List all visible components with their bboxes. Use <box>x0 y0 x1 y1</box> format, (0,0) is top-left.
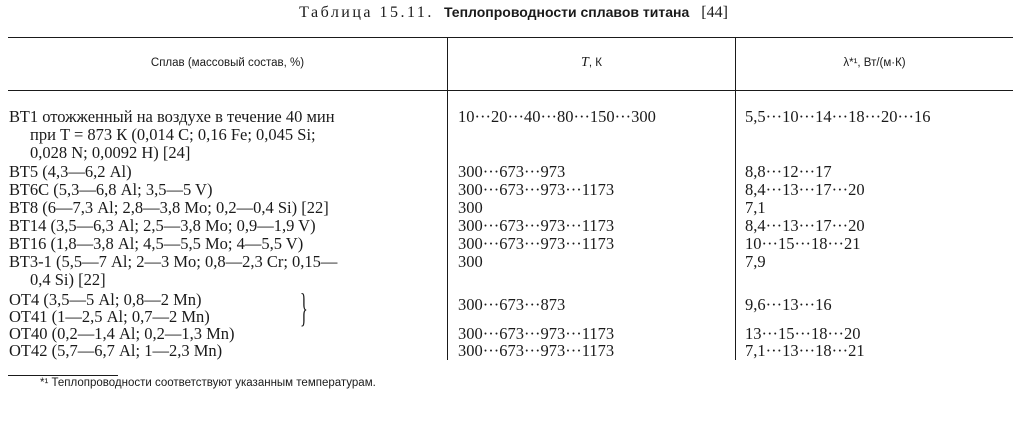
temperature-cell: 10···20···40···80···150···300 <box>458 107 656 126</box>
conductivity-cell: 13···15···18···20 <box>745 324 861 343</box>
footnote: *¹ Теплопроводности соответствуют указанным температурам. <box>40 377 376 389</box>
temperature-cell: 300···673···973···1173 <box>458 216 615 235</box>
header-temperature-var: T <box>581 55 589 70</box>
alloy-cell: при T = 873 К (0,014 С; 0,16 Fe; 0,045 Si; <box>30 125 316 144</box>
temperature-cell: 300···673···973···1173 <box>458 234 615 253</box>
header-rule <box>8 90 1013 91</box>
table-caption <box>0 4 1027 22</box>
caption-title: Теплопроводности сплавов титана <box>443 4 690 20</box>
temperature-cell: 300···673···973···1173 <box>458 324 615 343</box>
temperature-cell: 300···673···973 <box>458 162 566 181</box>
top-rule <box>8 37 1013 38</box>
alloy-cell: ОТ42 (5,7—6,7 Al; 1—2,3 Mn) <box>9 341 223 360</box>
alloy-cell: ОТ41 (1—2,5 Al; 0,7—2 Mn) <box>9 307 210 326</box>
conductivity-cell: 7,1 <box>745 198 766 217</box>
alloy-cell: ВТ5 (4,3—6,2 Al) <box>9 162 132 181</box>
caption-ref: [44] <box>701 4 728 21</box>
column-divider-1 <box>447 38 448 360</box>
column-divider-2 <box>735 38 736 360</box>
alloy-cell: ОТ4 (3,5—5 Al; 0,8—2 Mn) <box>9 290 202 309</box>
header-temperature-unit: , К <box>588 57 602 69</box>
alloy-cell: ВТ14 (3,5—6,3 Al; 2,5—3,8 Mo; 0,9—1,9 V) <box>9 216 316 235</box>
group-brace: } <box>300 285 308 330</box>
alloy-cell: ОТ40 (0,2—1,4 Al; 0,2—1,3 Mn) <box>9 324 235 343</box>
conductivity-cell: 9,6···13···16 <box>745 295 832 314</box>
alloy-cell: ВТ8 (6—7,3 Al; 2,8—3,8 Mo; 0,2—0,4 Si) [22] <box>9 198 329 217</box>
alloy-cell: 0,028 N; 0,0092 Н) [24] <box>30 143 191 162</box>
conductivity-cell: 8,4···13···17···20 <box>745 216 865 235</box>
temperature-cell: 300···673···973···1173 <box>458 180 615 199</box>
footnote-rule <box>8 375 118 376</box>
temperature-cell: 300···673···873 <box>458 295 566 314</box>
alloy-cell: ВТ16 (1,8—3,8 Al; 4,5—5,5 Mo; 4—5,5 V) <box>9 234 304 253</box>
conductivity-cell: 8,8···12···17 <box>745 162 832 181</box>
temperature-cell: 300···673···973···1173 <box>458 341 615 360</box>
header-alloy: Сплав (массовый состав, %) <box>150 57 305 69</box>
header-conductivity: λ*¹, Вт/(м·К) <box>843 57 906 69</box>
header-temperature <box>448 45 735 81</box>
temperature-cell: 300 <box>458 198 483 217</box>
conductivity-cell: 10···15···18···21 <box>745 234 861 253</box>
alloy-cell: ВТ3-1 (5,5—7 Al; 2—3 Mo; 0,8—2,3 Cr; 0,15— <box>9 252 338 271</box>
alloy-cell: ВТ6С (5,3—6,8 Al; 3,5—5 V) <box>9 180 213 199</box>
conductivity-cell: 8,4···13···17···20 <box>745 180 865 199</box>
conductivity-cell: 5,5···10···14···18···20···16 <box>745 107 931 126</box>
alloy-cell: ВТ1 отожженный на воздухе в течение 40 мин <box>9 107 335 126</box>
conductivity-cell: 7,9 <box>745 252 766 271</box>
conductivity-cell: 7,1···13···18···21 <box>745 341 865 360</box>
caption-label: Таблица 15.11. <box>299 4 434 21</box>
alloy-cell: 0,4 Si) [22] <box>30 270 106 289</box>
temperature-cell: 300 <box>458 252 483 271</box>
